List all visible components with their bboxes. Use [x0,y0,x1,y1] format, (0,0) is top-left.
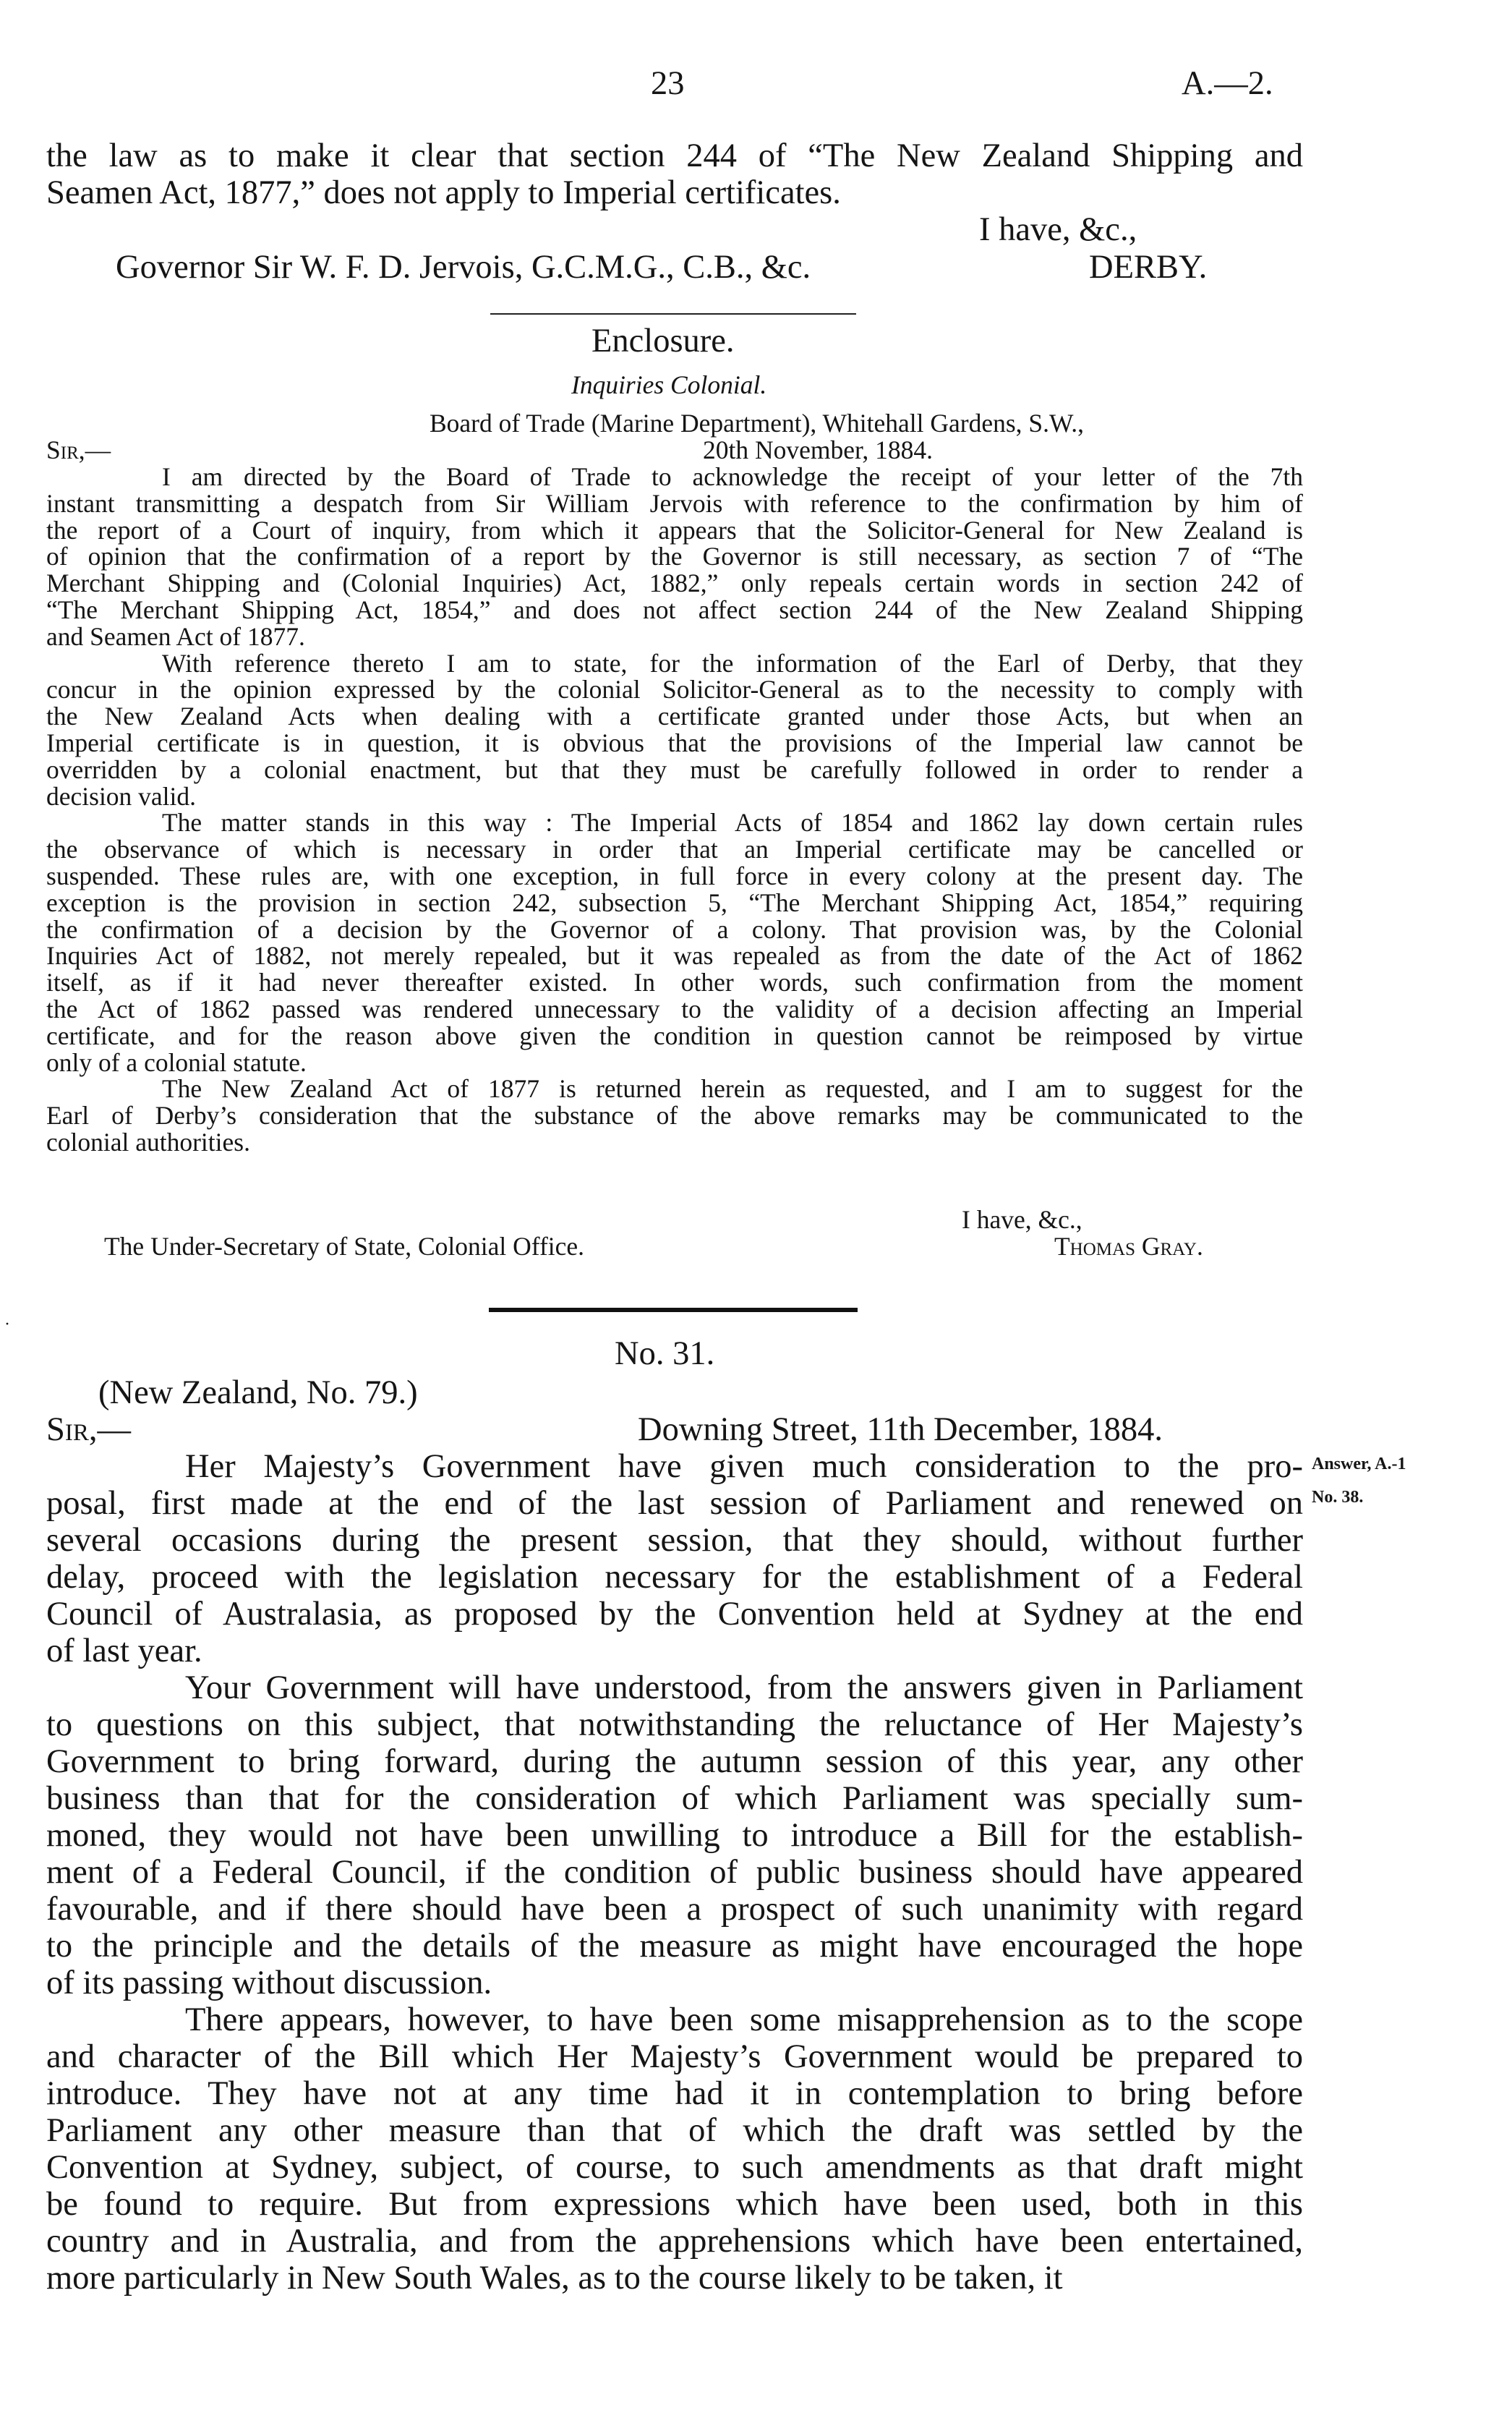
text-line: more particularly in New South Wales, as to the course likely to be taken, it [46,2260,1063,2297]
addressee: Governor Sir W. F. D. Jervois, G.C.M.G., C.B., &c. [116,249,811,286]
salutation: Sir,— [46,1411,131,1448]
text-line: colonial authorities. [46,1128,250,1157]
text-line: only of a colonial statute. [46,1047,307,1077]
text-line: There appears, however, to have been some misapprehension as to the scope [185,2001,1303,2038]
text-line: “The Merchant Shipping Act, 1854,” and does not affect section 244 of the New Zealand Shipping [46,595,1303,624]
text-line: of last year. [46,1633,202,1669]
margin-dot: · [4,1315,10,1334]
text-line: concur in the opinion expressed by the colonial Solicitor-General as to the necessity to comply with [46,675,1303,705]
text-line: Your Government will have understood, from the answers given in Parliament [185,1669,1303,1706]
text-line: the New Zealand Acts when dealing with a certificate granted under those Acts, but when an [46,702,1303,731]
text-line: business than that for the consideration of which Parliament was specially sum- [46,1780,1303,1817]
signature: Thomas Gray. [1054,1232,1203,1261]
text-line: delay, proceed with the legislation necessary for the establishment of a Federal [46,1559,1303,1596]
closing: I have, &c., [979,211,1137,248]
text-line: Imperial certificate is in question, it is obvious that the provisions of the Imperial law cannot be [46,728,1303,757]
text-line: Council of Australasia, as proposed by the Convention held at Sydney at the end [46,1596,1303,1633]
text-line: Seamen Act, 1877,” does not apply to Imperial certificates. [46,174,841,211]
text-line: introduce. They have not at any time had it in contemplation to bring before [46,2075,1303,2112]
text-line: I am directed by the Board of Trade to acknowledge the receipt of your letter of the 7th [162,462,1303,491]
text-line: the Act of 1862 passed was rendered unnecessary to the validity of a decision affecting an Imperial [46,995,1303,1023]
text-line: ment of a Federal Council, if the condition of public business should have appeared [46,1854,1303,1891]
letter-number: No. 31. [615,1335,715,1372]
text-line: Merchant Shipping and (Colonial Inquiries) Act, 1882,” only repeals certain words in section 242 of [46,569,1303,598]
text-line: Inquiries Act of 1882, not merely repealed, but it was repealed as from the date of the Act of 1862 [46,941,1303,971]
enclosure-address: Board of Trade (Marine Department), Whitehall Gardens, S.W., [430,409,1085,438]
text-line: overridden by a colonial enactment, but that they must be carefully followed in order to render a [46,754,1303,784]
text-line: certificate, and for the reason above given the condition in question cannot be reimposed by virtue [46,1021,1303,1050]
text-line: the observance of which is necessary in order that an Imperial certificate may be cancelled or [46,835,1303,864]
enclosure-date: 20th November, 1884. [703,435,934,464]
text-line: Parliament any other measure than that of which the draft was settled by the [46,2112,1303,2149]
text-line: posal, first made at the end of the last session of Parliament and renewed on [46,1485,1303,1522]
text-line: country and in Australia, and from the apprehensions which have been entertained, [46,2223,1303,2260]
closing: I have, &c., [962,1205,1082,1234]
text-line: to the principle and the details of the measure as might have encouraged the hope [46,1928,1303,1965]
text-line: of its passing without discussion. [46,1965,492,2001]
text-line: of opinion that the confirmation of a report by the Governor is still necessary, as section 7 of “The [46,542,1303,571]
text-line: several occasions during the present session, that they should, without further [46,1522,1303,1559]
text-line: Her Majesty’s Government have given much consideration to the pro- [185,1448,1303,1485]
divider-rule [490,313,856,315]
text-line: favourable, and if there should have been a prospect of such unanimity with regard [46,1891,1303,1928]
text-line: and character of the Bill which Her Majesty’s Government would be prepared to [46,2038,1303,2075]
document-code: A.—2. [1182,65,1273,102]
enclosure-subtitle: Inquiries Colonial. [571,370,767,399]
text-line: and Seamen Act of 1877. [46,621,305,651]
signature: DERBY. [1089,249,1208,286]
margin-note-1: Answer, A.-1 [1312,1455,1406,1473]
margin-note-2: No. 38. [1312,1488,1364,1507]
text-line: to questions on this subject, that notwithstanding the reluctance of Her Majesty’s [46,1706,1303,1743]
text-line: the law as to make it clear that section 244 of “The New Zealand Shipping and [46,137,1303,174]
text-line: be found to require. But from expressions which have been used, both in this [46,2186,1303,2223]
addressee: The Under-Secretary of State, Colonial Office. [104,1232,585,1261]
text-line: Government to bring forward, during the autumn session of this year, any other [46,1743,1303,1780]
text-line: instant transmitting a despatch from Sir William Jervois with reference to the confirmation by him of [46,488,1303,518]
text-line: suspended. These rules are, with one exception, in full force in every colony at the present day. The [46,861,1303,890]
text-line: itself, as if it had never thereafter existed. In other words, such confirmation from the moment [46,968,1303,997]
text-line: exception is the provision in section 242, subsection 5, “The Merchant Shipping Act, 1854,” requiring [46,888,1303,917]
reference: (New Zealand, No. 79.) [98,1374,418,1411]
text-line: moned, they would not have been unwilling to introduce a Bill for the establish- [46,1817,1303,1854]
enclosure-title: Enclosure. [591,323,735,359]
section-rule [489,1308,858,1312]
salutation: Sir,— [46,435,111,464]
page-number: 23 [651,65,685,102]
text-line: The matter stands in this way : The Imperial Acts of 1854 and 1862 lay down certain rules [162,808,1303,838]
text-line: Earl of Derby’s consideration that the substance of the above remarks may be communicated to the [46,1101,1303,1131]
text-line: the confirmation of a decision by the Governor of a colony. That provision was, by the Colonial [46,914,1303,944]
text-line: decision valid. [46,781,197,811]
text-line: Convention at Sydney, subject, of course, to such amendments as that draft might [46,2149,1303,2186]
letter-date: Downing Street, 11th December, 1884. [638,1411,1163,1448]
text-line: With reference thereto I am to state, for the information of the Earl of Derby, that they [162,648,1303,678]
text-line: the report of a Court of inquiry, from which it appears that the Solicitor-General for New Zealand is [46,515,1303,545]
text-line: The New Zealand Act of 1877 is returned herein as requested, and I am to suggest for the [162,1074,1303,1104]
